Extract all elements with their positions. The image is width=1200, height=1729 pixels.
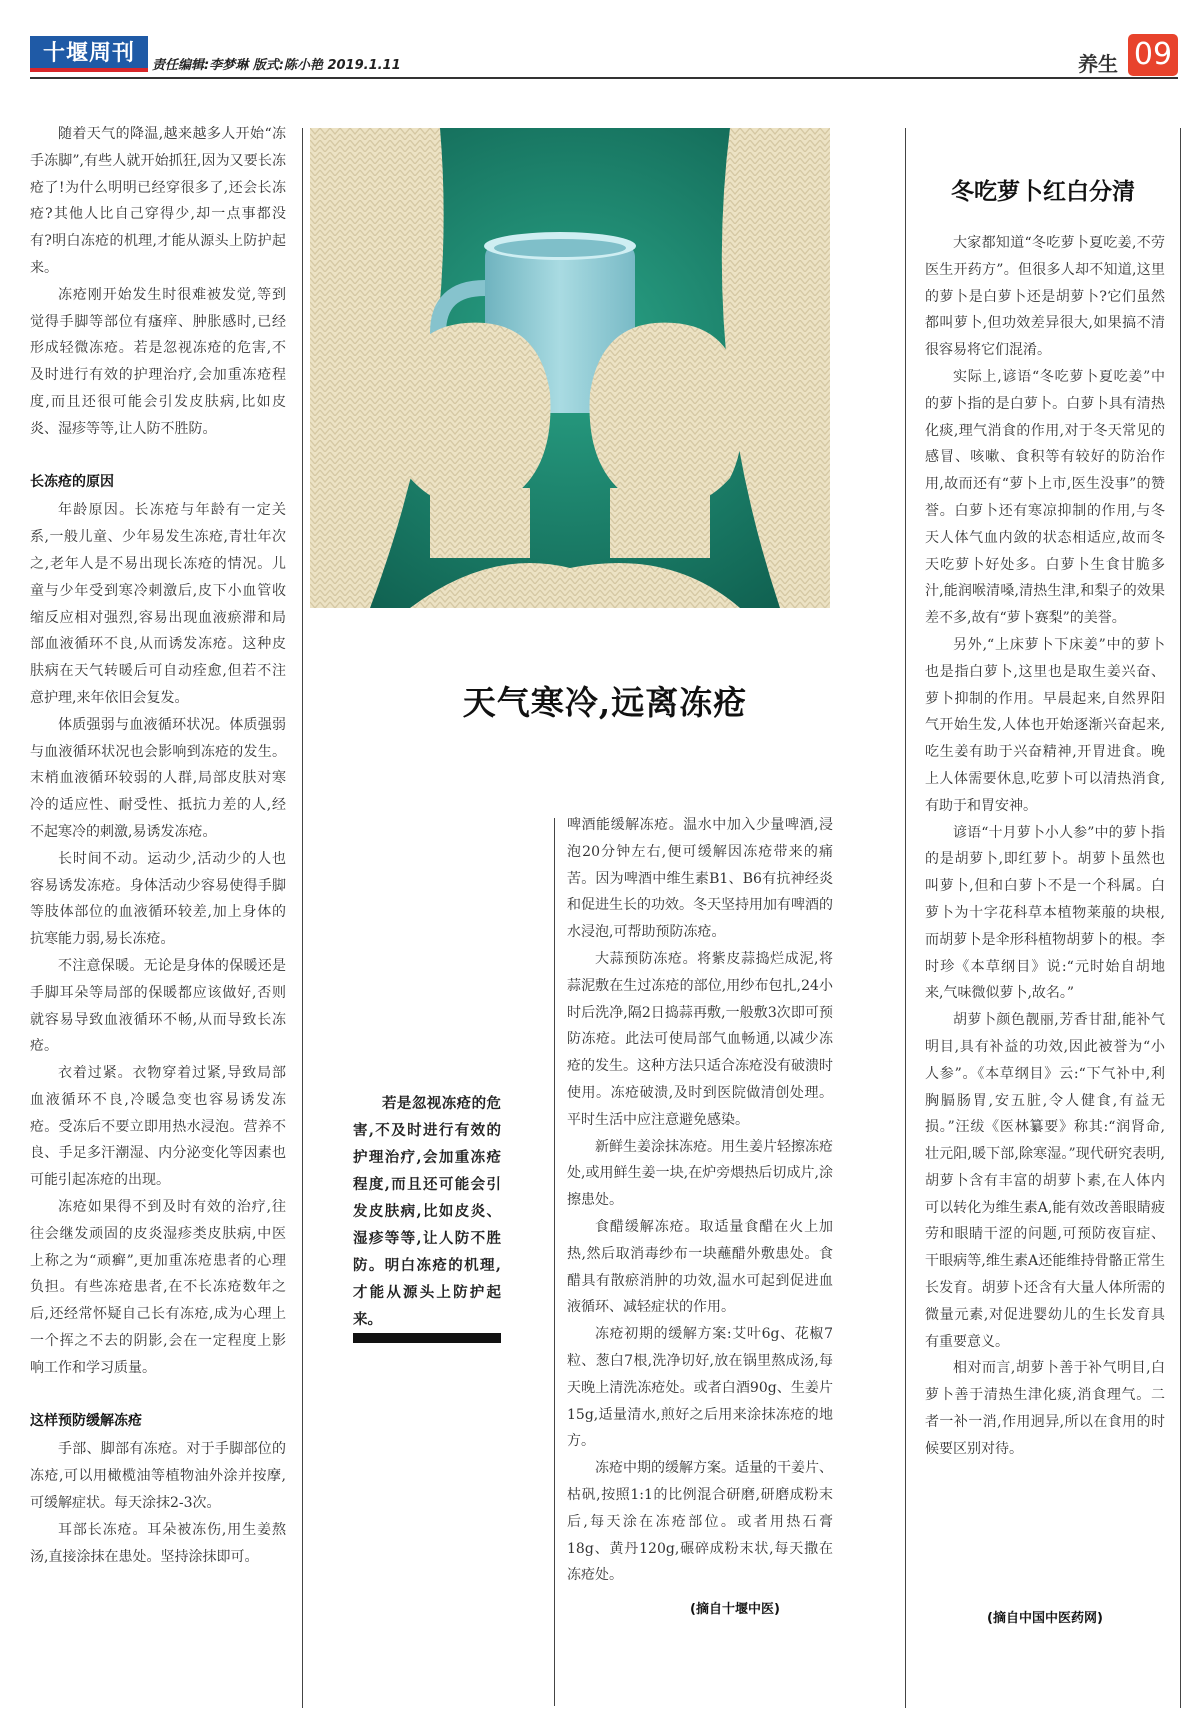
intro-paragraph: 随着天气的降温,越来越多人开始“冻手冻脚”,有些人就开始抓狂,因为又要长冻疮了!为什么明明已经穿很多了,还会长冻疮?其他人比自己穿得少,却一点事都没有?明白冻疮的机理,才能从源头上防护起来。 xyxy=(30,126,286,276)
prevention-heading: 这样预防缓解冻疮 xyxy=(30,1412,142,1429)
prevention-paragraph: 冻疮中期的缓解方案。适量的干姜片、枯矾,按照1:1的比例混合研磨,研磨成粉末后,每天涂在冻疮部位。或者用热石膏18g、黄丹120g,碾碎成粉末状,每天撒在冻疮处。 xyxy=(567,1460,833,1584)
prevention-paragraph: 冻疮初期的缓解方案:艾叶6g、花椒7粒、葱白7根,洗净切好,放在锅里熬成汤,每天晚上清洗冻疮处。或者白酒90g、生姜片15g,适量清水,煎好之后用来涂抹冻疮的地方。 xyxy=(567,1326,833,1450)
causes-paragraph: 不注意保暖。无论是身体的保暖还是手脚耳朵等局部的保暖都应该做好,否则就容易导致血液循环不畅,从而导致长冻疮。 xyxy=(30,957,286,1055)
sidebar-paragraph: 胡萝卜颜色靓丽,芳香甘甜,能补气明目,具有补益的功效,因此被誉为“小人参”。《本草纲目》云:“下气补中,利胸膈肠胃,安五脏,令人健食,有益无损。”汪绂《医林纂要》称其:“润肾命,壮元阳,暖下部,除寒湿。”现代研究表明,胡萝卜含有丰富的胡萝卜素,在人体内可以转化为维生素A,能有效改善眼睛疲劳和眼睛干涩的问题,可预防夜盲症、干眼病等,维生素A还能维持骨骼正常生长发育。胡萝卜还含有大量人体所需的微量元素,对促进婴幼儿的生长发育具有重要意义。 xyxy=(925,1012,1165,1350)
prevention-paragraph: 手部、脚部有冻疮。对于手脚部位的冻疮,可以用橄榄油等植物油外涂并按摩,可缓解症状。每天涂抹2-3次。 xyxy=(30,1441,286,1512)
header-credits: 责任编辑:李梦琳 版式:陈小艳 2019.1.11 xyxy=(152,58,401,73)
sidebar-paragraph: 大家都知道“冬吃萝卜夏吃姜,不劳医生开药方”。但很多人却不知道,这里的萝卜是白萝卜还是胡萝卜?它们虽然都叫萝卜,但功效差异很大,如果搞不清很容易将它们混淆。 xyxy=(925,235,1165,359)
sidebar-paragraph: 谚语“十月萝卜小人参”中的萝卜指的是胡萝卜,即红萝卜。胡萝卜虽然也叫萝卜,但和白萝卜不是一个科属。白萝卜为十字花科草本植物莱菔的块根,而胡萝卜是伞形科植物胡萝卜的根。李时珍《本草纲目》说:“元时始自胡地来,气味微似萝卜,故名。” xyxy=(925,824,1165,1002)
prevention-paragraph: 食醋缓解冻疮。取适量食醋在火上加热,然后取消毒纱布一块蘸醋外敷患处。食醋具有散瘀消肿的功效,温水可起到促进血液循环、减轻症状的作用。 xyxy=(567,1218,833,1316)
newspaper-logo: 十堰周刊 xyxy=(30,36,148,72)
article-source: (摘自十堰中医) xyxy=(690,1602,780,1617)
column-divider xyxy=(302,128,303,1708)
causes-paragraph: 长时间不动。运动少,活动少的人也容易诱发冻疮。身体活动少容易使得手脚等肢体部位的血液循环较差,加上身体的抗寒能力弱,易长冻疮。 xyxy=(30,850,286,948)
intro-paragraph: 冻疮刚开始发生时很难被发觉,等到觉得手脚等部位有瘙痒、肿胀感时,已经形成轻微冻疮。若是忽视冻疮的危害,不及时进行有效的护理治疗,会加重冻疮程度,而且还很可能会引发皮肤病,比如皮炎、湿疹等等,让人防不胜防。 xyxy=(30,286,286,437)
prevention-paragraph: 耳部长冻疮。耳朵被冻伤,用生姜熬汤,直接涂抹在患处。坚持涂抹即可。 xyxy=(30,1521,286,1565)
causes-paragraph: 冻疮如果得不到及时有效的治疗,往往会继发顽固的皮炎湿疹类皮肤病,中医上称之为“顽癣”,更加重冻疮患者的心理负担。有些冻疮患者,在不长冻疮数年之后,还经常怀疑自己长有冻疮,成为心理上一个挥之不去的阴影,会在一定程度上影响工作和学习质量。 xyxy=(30,1199,286,1376)
section-label: 养生 xyxy=(1078,52,1118,76)
sidebar-paragraph: 实际上,谚语“冬吃萝卜夏吃姜”中的萝卜指的是白萝卜。白萝卜具有清热化痰,理气消食的作用,对于冬天常见的感冒、咳嗽、食积等有较好的防治作用,故而还有“萝卜上市,医生没事”的赞誉。白萝卜还有寒凉抑制的作用,与冬天人体气血内敛的状态相适应,故而冬天吃萝卜好处多。白萝卜生食甘脆多汁,能润喉清嗓,清热生津,和梨子的效果差不多,故有“萝卜赛梨”的美誉。 xyxy=(925,368,1165,627)
sidebar-title: 冬吃萝卜红白分清 xyxy=(951,178,1135,205)
pull-quote-bar xyxy=(353,1333,501,1343)
prevention-paragraph: 新鲜生姜涂抹冻疮。用生姜片轻擦冻疮处,或用鲜生姜一块,在炉旁煨热后切成片,涂擦患处。 xyxy=(567,1138,833,1209)
causes-paragraph: 体质强弱与血液循环状况。体质强弱与血液循环状况也会影响到冻疮的发生。末梢血液循环较弱的人群,局部皮肤对寒冷的适应性、耐受性、抵抗力差的人,经不起寒冷的刺激,易诱发冻疮。 xyxy=(30,716,286,840)
pull-quote xyxy=(353,1090,501,1333)
prevention-paragraph: 大蒜预防冻疮。将紫皮蒜捣烂成泥,将蒜泥敷在生过冻疮的部位,用纱布包扎,24小时后洗净,隔2日捣蒜再敷,一般敷3次即可预防冻疮。此法可使局部气血畅通,以减少冻疮的发生。这种方法只适合冻疮没有破溃时使用。冻疮破溃,及时到医院做清创处理。平时生活中应注意避免感染。 xyxy=(567,950,833,1128)
header-divider xyxy=(30,77,1178,79)
sidebar-paragraph: 相对而言,胡萝卜善于补气明目,白萝卜善于清热生津化痰,消食理气。二者一补一消,作用迥异,所以在食用的时候要区别对待。 xyxy=(925,1360,1165,1457)
sidebar-column xyxy=(925,230,1165,1463)
mug-mittens-photo xyxy=(310,128,830,608)
column-divider xyxy=(554,818,555,1706)
prevention-paragraph: 啤酒能缓解冻疮。温水中加入少量啤酒,浸泡20分钟左右,便可缓解因冻疮带来的痛苦。因为啤酒中维生素B1、B6有抗神经炎和促进生长的功效。冬天坚持用加有啤酒的水浸泡,可帮助预防冻疮。 xyxy=(567,817,833,941)
photo-illustration xyxy=(310,128,830,608)
article-headline: 天气寒冷,远离冻疮 xyxy=(462,683,748,722)
sidebar-paragraph: 另外,“上床萝卜下床姜”中的萝卜也是指白萝卜,这里也是取生姜兴奋、萝卜抑制的作用。早晨起来,自然界阳气开始生发,人体也开始逐渐兴奋起来,吃生姜有助于兴奋精神,开胃进食。晚上人体需要休息,吃萝卜可以清热消食,有助于和胃安神。 xyxy=(925,636,1165,814)
article-column-left xyxy=(30,121,286,1570)
sidebar-source: (摘自中国中医药网) xyxy=(987,1611,1103,1626)
causes-paragraph: 年龄原因。长冻疮与年龄有一定关系,一般儿童、少年易发生冻疮,青壮年次之,老年人是不易出现长冻疮的情况。儿童与少年受到寒冷刺激后,皮下小血管收缩反应相对强烈,容易出现血液瘀滞和局部血液循环不良,从而诱发冻疮。这种皮肤病在天气转暖后可自动痊愈,但若不注意护理,来年依旧会复发。 xyxy=(30,502,286,706)
causes-heading: 长冻疮的原因 xyxy=(30,473,114,490)
causes-paragraph: 衣着过紧。衣物穿着过紧,导致局部血液循环不良,冷暖急变也容易诱发冻疮。受冻后不要立即用热水浸泡。营养不良、手足多汗潮湿、内分泌变化等因素也可能引起冻疮的出现。 xyxy=(30,1065,286,1189)
article-column-middle xyxy=(567,812,833,1589)
pull-quote-text: 若是忽视冻疮的危害,不及时进行有效的护理治疗,会加重冻疮程度,而且还可能会引发皮肤病,比如皮炎、湿疹等等,让人防不胜防。明白冻疮的机理,才能从源头上防护起来。 xyxy=(353,1095,501,1328)
page-number: 09 xyxy=(1128,34,1178,76)
